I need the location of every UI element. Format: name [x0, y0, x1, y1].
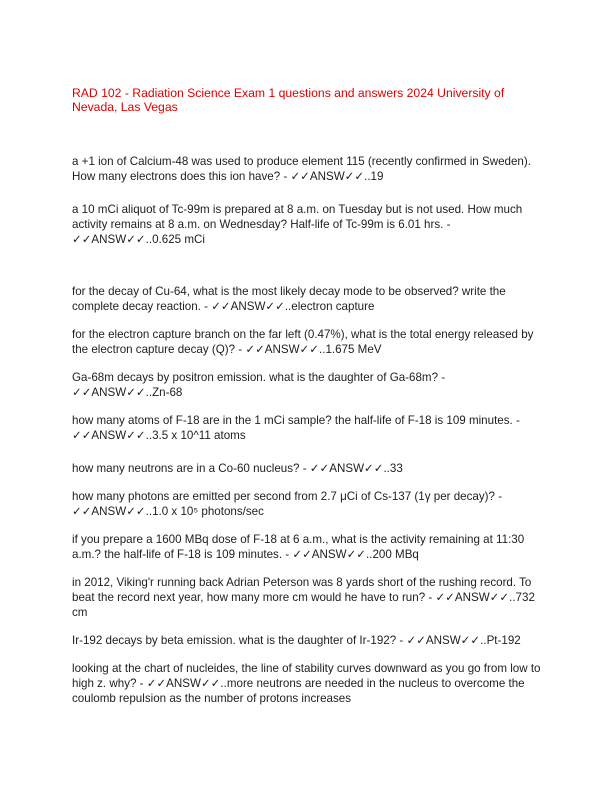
answer-text: Zn-68 [152, 386, 183, 400]
answer-text: 1.0 x 10⁵ photons/sec [152, 505, 264, 519]
qa-item [72, 489, 542, 519]
answer-text: 1.675 MeV [325, 343, 382, 357]
question-text: looking at the chart of nucleides, the line of stability curves downward as you go from low to high z. why? [72, 662, 541, 691]
question-text: in 2012, Viking'r running back Adrian Peterson was 8 yards short of the rushing record. To beat the record next year, how many more cm would he have to run? [72, 576, 532, 605]
answer-text: 732 cm [72, 591, 535, 620]
question-text: for the electron capture branch on the far left (0.47%), what is the total energy released by the electron capture decay (Q)? [72, 328, 534, 357]
answer-marker: - ✓✓ANSW✓✓.. [282, 548, 373, 562]
question-text: a 10 mCi aliquot of Tc-99m is prepared at 8 a.m. on Tuesday but is not used. How much activity remains at 8 a.m. on Wednesday? Half-life of Tc-99m is 6.01 hrs. [72, 203, 523, 232]
answer-marker: - ✓✓ANSW✓✓.. [72, 490, 503, 519]
question-text: if you prepare a 1600 MBq dose of F-18 at 6 a.m., what is the activity remaining at 11:30 a.m.? the half-life of F-18 is 109 minutes. [72, 533, 525, 562]
answer-text: electron capture [291, 300, 375, 314]
answer-marker: - ✓✓ANSW✓✓.. [72, 414, 520, 443]
answer-marker: - ✓✓ANSW✓✓.. [299, 462, 390, 475]
question-text: Ir-192 decays by beta emission. what is the daughter of Ir-192? [72, 634, 397, 647]
answer-text: Pt-192 [486, 634, 521, 647]
qa-item [72, 461, 542, 476]
question-text: how many neutrons are in a Co-60 nucleus? [72, 462, 300, 475]
answer-marker: - ✓✓ANSW✓✓.. [425, 591, 516, 605]
question-text: Ga-68m decays by positron emission. what is the daughter of Ga-68m? [72, 371, 439, 384]
qa-item [72, 154, 542, 184]
document-title: RAD 102 - Radiation Science Exam 1 questions and answers 2024 University of Nevada, Las Vegas [72, 86, 505, 114]
question-text: a +1 ion of Calcium-48 was used to produce element 115 (recently confirmed in Sweden). How many electrons does this ion have? [72, 155, 531, 184]
answer-text: 3.5 x 10^11 atoms [152, 429, 246, 443]
answer-text: more neutrons are needed in the nucleus to overcome the coulomb repulsion as the number of protons increases [72, 677, 525, 706]
qa-item [72, 633, 542, 648]
question-text: for the decay of Cu-64, what is the most likely decay mode to be observed? write the complete decay reaction. [72, 285, 506, 314]
qa-item [72, 202, 542, 248]
qa-item [72, 370, 542, 400]
qa-item [72, 661, 542, 707]
answer-text: 33 [389, 462, 403, 475]
answer-text: 19 [370, 170, 384, 184]
qa-item [72, 327, 542, 357]
question-text: how many atoms of F-18 are in the 1 mCi sample? the half-life of F-18 is 109 minutes. [72, 414, 513, 427]
answer-marker: - ✓✓ANSW✓✓.. [235, 343, 326, 357]
qa-item [72, 284, 542, 314]
answer-marker: - ✓✓ANSW✓✓.. [396, 634, 487, 647]
qa-item [72, 532, 542, 562]
qa-item [72, 413, 542, 443]
qa-item [72, 575, 542, 621]
answer-marker: - ✓✓ANSW✓✓.. [280, 170, 371, 184]
answer-text: 0.625 mCi [152, 233, 205, 247]
answer-marker: - ✓✓ANSW✓✓.. [72, 218, 451, 247]
answer-marker: - ✓✓ANSW✓✓.. [72, 371, 446, 400]
question-text: how many photons are emitted per second from 2.7 μCi of Cs-137 (1γ per decay)? [72, 490, 495, 503]
answer-marker: - ✓✓ANSW✓✓.. [136, 677, 227, 691]
answer-text: 200 MBq [372, 548, 419, 562]
answer-marker: - ✓✓ANSW✓✓.. [200, 300, 292, 314]
